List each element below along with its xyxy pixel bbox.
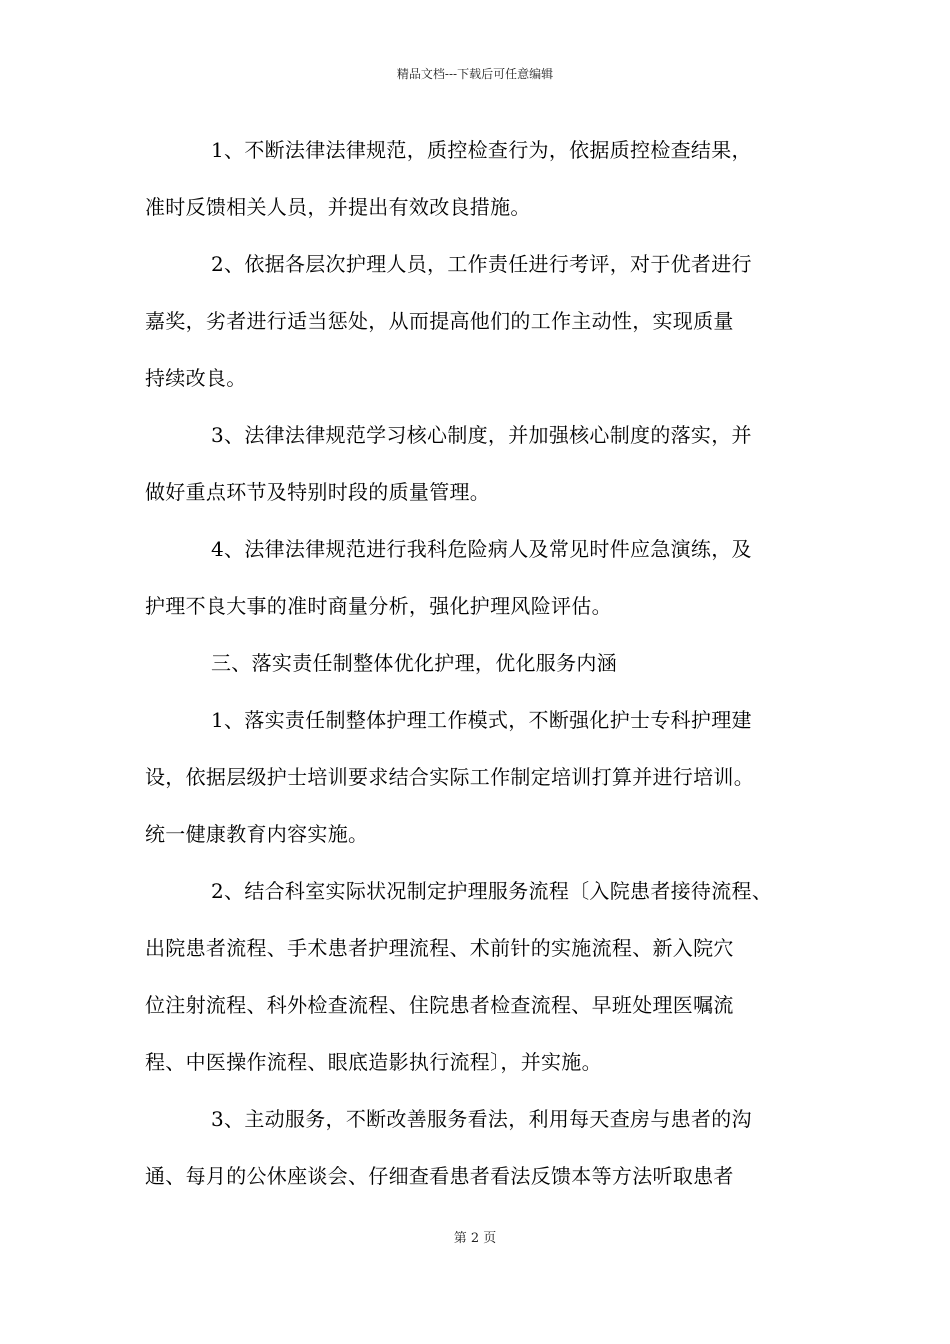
paragraph-3-line-1: 3、法律法律规范学习核心制度，并加强核心制度的落实，并 [211, 423, 752, 447]
paragraph-6-line-2: 出院患者流程、手术患者护理流程、术前针的实施流程、新入院穴 [145, 936, 734, 960]
paragraph-1-line-2: 准时反馈相关人员，并提出有效改良措施。 [145, 195, 531, 219]
paragraph-1-line-1: 1、不断法律法律规范，质控检查行为，依据质控检查结果， [211, 138, 752, 162]
paragraph-5-line-3: 统一健康教育内容实施。 [145, 822, 369, 846]
paragraph-3-line-2: 做好重点环节及特别时段的质量管理。 [145, 480, 491, 504]
paragraph-2-line-3: 持续改良。 [145, 366, 247, 390]
paragraph-4-line-2: 护理不良大事的准时商量分析，强化护理风险评估。 [145, 594, 612, 618]
paragraph-6-line-3: 位注射流程、科外检查流程、住院患者检查流程、早班处理医嘱流 [145, 993, 734, 1017]
page-header: 精品文档---下载后可任意编辑 [396, 67, 554, 81]
paragraph-5-line-2: 设，依据层级护士培训要求结合实际工作制定培训打算并进行培训。 [145, 765, 754, 789]
paragraph-2-line-1: 2、依据各层次护理人员，工作责任进行考评，对于优者进行 [211, 252, 752, 276]
paragraph-5-line-1: 1、落实责任制整体护理工作模式，不断强化护士专科护理建 [211, 708, 752, 732]
section-heading: 三、落实责任制整体优化护理，优化服务内涵 [211, 651, 617, 675]
paragraph-2-line-2: 嘉奖，劣者进行适当惩处，从而提高他们的工作主动性，实现质量 [145, 309, 734, 333]
document-body [145, 122, 810, 1205]
paragraph-6-line-1: 2、结合科室实际状况制定护理服务流程〔入院患者接待流程、 [211, 879, 773, 903]
paragraph-4-line-1: 4、法律法律规范进行我科危险病人及常见时件应急演练，及 [211, 537, 752, 561]
page-number: 第 2 页 [453, 1231, 497, 1246]
paragraph-7-line-2: 通、每月的公休座谈会、仔细查看患者看法反馈本等方法听取患者 [145, 1164, 734, 1188]
paragraph-6-line-4: 程、中医操作流程、眼底造影执行流程〕，并实施。 [145, 1050, 602, 1074]
paragraph-7-line-1: 3、主动服务，不断改善服务看法，利用每天查房与患者的沟 [211, 1107, 752, 1131]
